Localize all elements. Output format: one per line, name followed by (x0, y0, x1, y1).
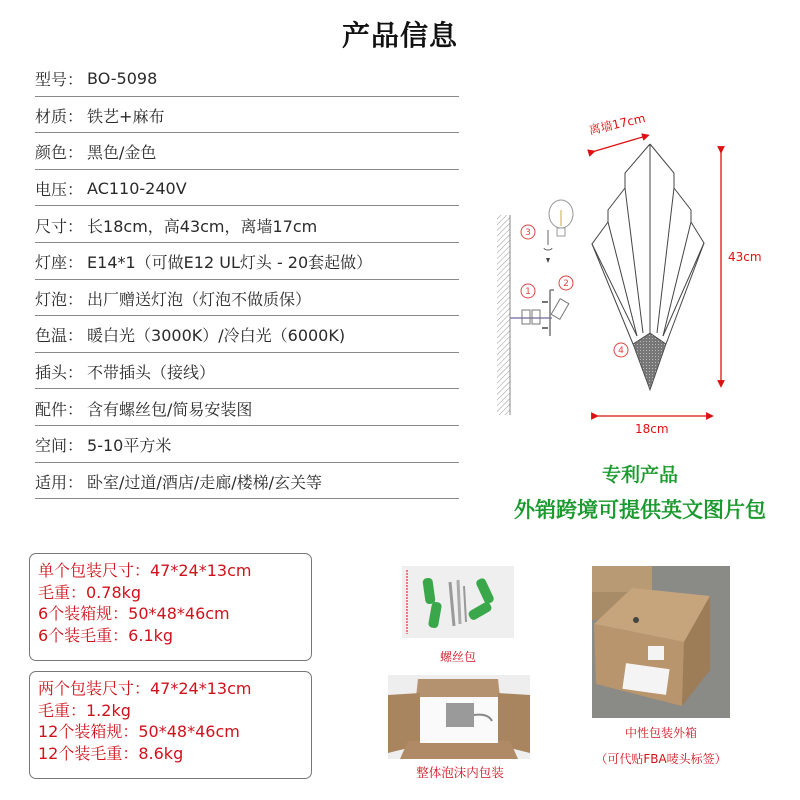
svg-text:2: 2 (563, 279, 569, 289)
spec-row-usage (35, 463, 459, 500)
spec-row-space (35, 426, 459, 463)
spec-value: 暖白光（3000K）/冷白光（6000K) (87, 326, 346, 346)
pack-line: 毛重：1.2kg (38, 700, 131, 720)
inner-pack-photo (388, 675, 530, 759)
spec-sep: ： (67, 216, 84, 236)
spec-sep: ： (67, 143, 84, 163)
spec-row-material (35, 97, 459, 134)
spec-row-size (35, 206, 459, 243)
spec-value: 出厂赠送灯泡（灯泡不做质保） (87, 289, 312, 309)
spec-sep: ： (67, 472, 84, 492)
patent-label: 专利产品 (601, 464, 678, 486)
spec-value: AC110-240V (87, 179, 187, 199)
svg-text:3: 3 (525, 228, 531, 238)
inner-pack-caption: 整体泡沫内包装 (416, 765, 504, 780)
pack-line: 12个装毛重：8.6kg (38, 743, 184, 763)
spec-row-voltage (35, 170, 459, 207)
spec-row-bulb (35, 280, 459, 317)
fba-label-note: （可代贴FBA唛头标签） (595, 752, 727, 766)
pack-line: 两个包装尺寸：47*24*13cm (38, 679, 252, 698)
spec-value: 含有螺丝包/简易安装图 (87, 399, 253, 419)
page-title: 产品信息 (341, 19, 458, 52)
open-box-icon (388, 675, 530, 759)
spec-row-color-temp (35, 316, 459, 353)
spec-value: 卧室/过道/酒店/走廊/楼梯/玄关等 (87, 472, 322, 492)
wall-distance-label: 离墙17cm (587, 110, 647, 138)
height-label: 43cm (728, 250, 762, 264)
double-pack-info (29, 671, 312, 779)
spec-row-plug (35, 353, 459, 390)
spec-key: 电压 (35, 180, 68, 200)
spec-key: 型号 (35, 70, 68, 90)
svg-text:1: 1 (525, 287, 531, 297)
spec-key: 空间 (35, 436, 68, 456)
spec-row-socket (35, 243, 459, 280)
pack-line: 6个装毛重：6.1kg (38, 625, 174, 645)
spec-key: 尺寸 (35, 216, 68, 236)
screw-bag-caption: 螺丝包 (439, 650, 476, 664)
spec-list (35, 60, 459, 499)
spec-sep: ： (67, 70, 84, 90)
spec-key: 材质 (35, 106, 68, 126)
spec-row-color (35, 133, 459, 170)
spec-key: 插头 (35, 363, 68, 383)
single-pack-info (29, 553, 312, 661)
spec-row-model (35, 60, 459, 97)
spec-value: E14*1（可做E12 UL灯头 - 20套起做） (87, 253, 373, 273)
pack-line: 12个装箱规：50*48*46cm (38, 722, 240, 741)
spec-sep: ： (67, 180, 84, 200)
pack-line: 单个包装尺寸：47*24*13cm (38, 561, 252, 580)
lamp-drawing-icon (480, 100, 780, 440)
dimension-diagram (480, 100, 780, 440)
spec-key: 色温 (35, 326, 68, 346)
spec-key: 灯座 (35, 253, 68, 273)
spec-sep: ： (67, 326, 84, 346)
pack-line: 6个装箱规：50*48*46cm (38, 604, 230, 623)
spec-value: 不带插头（接线） (87, 363, 216, 383)
spec-sep: ： (67, 289, 84, 309)
spec-key: 颜色 (35, 143, 68, 163)
spec-value: 长18cm，高43cm，离墙17cm (87, 216, 318, 236)
spec-sep: ： (67, 399, 84, 419)
screw-bag-icon (402, 566, 514, 638)
spec-value: BO-5098 (87, 69, 158, 89)
screw-bag-photo (402, 566, 514, 638)
spec-key: 适用 (35, 472, 68, 492)
spec-row-accessories (35, 389, 459, 426)
export-note: 外销跨境可提供英文图片包 (514, 498, 766, 522)
spec-value: 黑色/金色 (87, 143, 157, 163)
spec-sep: ： (67, 106, 84, 126)
spec-sep: ： (67, 253, 84, 273)
spec-key: 配件 (35, 399, 68, 419)
width-label: 18cm (635, 422, 669, 436)
svg-text:4: 4 (618, 346, 624, 356)
spec-sep: ： (67, 436, 84, 456)
pack-line: 毛重：0.78kg (38, 582, 142, 602)
outer-box-photo (592, 566, 730, 718)
spec-key: 灯泡 (35, 289, 68, 309)
spec-value: 5-10平方米 (87, 436, 172, 456)
spec-value: 铁艺+麻布 (87, 106, 165, 126)
spec-sep: ： (67, 363, 84, 383)
carton-box-icon (592, 566, 730, 718)
outer-box-caption: 中性包装外箱 (624, 726, 697, 740)
